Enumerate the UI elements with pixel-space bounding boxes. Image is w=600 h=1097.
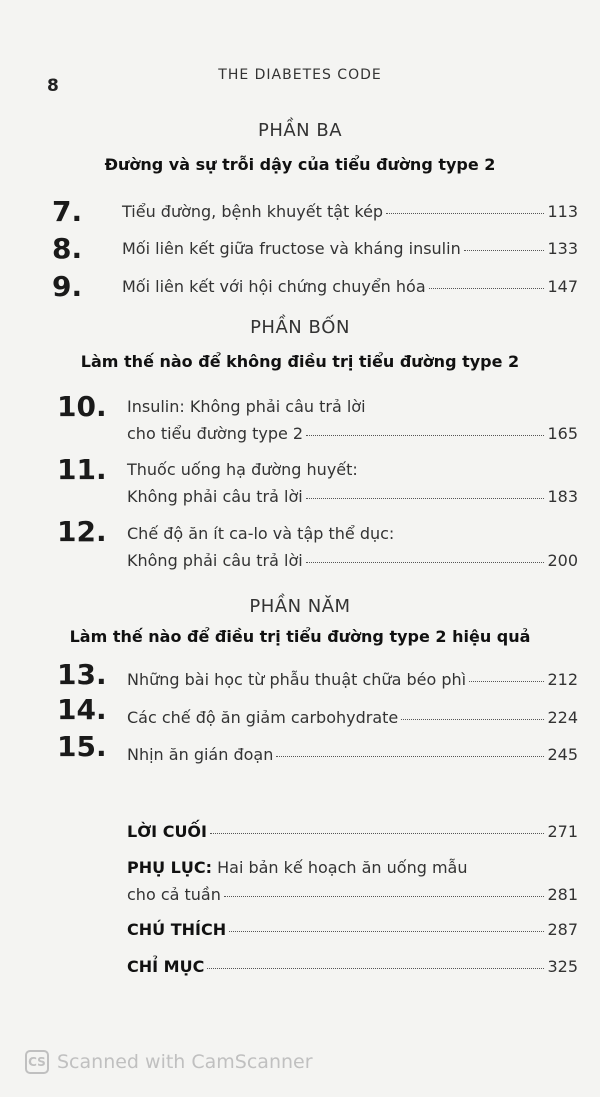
chapter-title: Các chế độ ăn giảm carbohydrate <box>127 708 399 727</box>
chapter-number: 13. <box>57 658 107 691</box>
toc-entry <box>127 885 578 904</box>
toc-entry <box>127 745 578 764</box>
part-title: Đường và sự trỗi dậy của tiểu đường type 2 <box>104 155 496 174</box>
chapter-number: 14. <box>57 693 107 726</box>
chapter-number: 9. <box>52 270 83 303</box>
part-label: PHẦN NĂM <box>249 596 351 617</box>
chapter-number: 8. <box>52 232 83 265</box>
toc-entry <box>127 957 578 976</box>
page-ref: 245 <box>547 745 578 764</box>
toc-entry <box>127 487 578 506</box>
page-ref: 281 <box>547 885 578 904</box>
page-ref: 147 <box>547 277 578 296</box>
part-label: PHẦN BỐN <box>250 317 350 338</box>
toc-entry <box>127 920 578 939</box>
toc-entry <box>127 551 578 570</box>
page-ref: 183 <box>547 487 578 506</box>
backmatter-text: cho cả tuần <box>127 885 221 904</box>
page-ref: 325 <box>547 957 578 976</box>
page-ref: 287 <box>547 920 578 939</box>
toc-entry <box>122 277 578 296</box>
chapter-title: cho tiểu đường type 2 <box>127 424 304 443</box>
chapter-title: Những bài học từ phẫu thuật chữa béo phì <box>127 670 467 689</box>
toc-entry <box>122 239 578 258</box>
page-ref: 165 <box>547 424 578 443</box>
chapter-title-line: Chế độ ăn ít ca-lo và tập thể dục: <box>127 524 395 543</box>
page-ref: 113 <box>547 202 578 221</box>
backmatter-title: CHÚ THÍCH <box>127 920 227 939</box>
toc-entry <box>127 708 578 727</box>
page-ref: 212 <box>547 670 578 689</box>
toc-entry <box>122 202 578 221</box>
camscanner-icon: CS <box>25 1050 49 1074</box>
page-number: 8 <box>47 76 59 96</box>
chapter-number: 11. <box>57 453 107 486</box>
page-ref: 133 <box>547 239 578 258</box>
page-ref: 200 <box>547 551 578 570</box>
chapter-title: Tiểu đường, bệnh khuyết tật kép <box>122 202 384 221</box>
backmatter-title: PHỤ LỤC: <box>127 858 213 877</box>
toc-entry <box>127 670 578 689</box>
chapter-number: 10. <box>57 390 107 423</box>
chapter-title: Không phải câu trả lời <box>127 487 303 506</box>
chapter-title: Mối liên kết với hội chứng chuyển hóa <box>122 277 426 296</box>
backmatter-subtitle: Hai bản kế hoạch ăn uống mẫu <box>212 858 468 877</box>
page-ref: 224 <box>547 708 578 727</box>
part-label: PHẦN BA <box>257 120 343 141</box>
backmatter-title: CHỈ MỤC <box>127 957 205 976</box>
watermark-text: Scanned with CamScanner <box>57 1051 313 1073</box>
part-title: Làm thế nào để điều trị tiểu đường type 2 hiệu quả <box>69 627 531 646</box>
chapter-title: Mối liên kết giữa fructose và kháng insulin <box>122 239 461 258</box>
scanner-watermark <box>25 1050 313 1074</box>
page-ref: 271 <box>547 822 578 841</box>
chapter-number: 7. <box>52 195 83 228</box>
backmatter-title: LỜI CUỐI <box>127 822 207 841</box>
part-title: Làm thế nào để không điều trị tiểu đường type 2 <box>80 352 520 371</box>
toc-entry <box>127 424 578 443</box>
backmatter-title-line <box>127 858 467 877</box>
chapter-title: Nhịn ăn gián đoạn <box>127 745 274 764</box>
chapter-number: 15. <box>57 730 107 763</box>
toc-entry <box>127 822 578 841</box>
chapter-number: 12. <box>57 515 107 548</box>
chapter-title-line: Thuốc uống hạ đường huyết: <box>127 460 358 479</box>
chapter-title-line: Insulin: Không phải câu trả lời <box>127 397 366 416</box>
chapter-title: Không phải câu trả lời <box>127 551 303 570</box>
running-title: THE DIABETES CODE <box>218 67 382 83</box>
